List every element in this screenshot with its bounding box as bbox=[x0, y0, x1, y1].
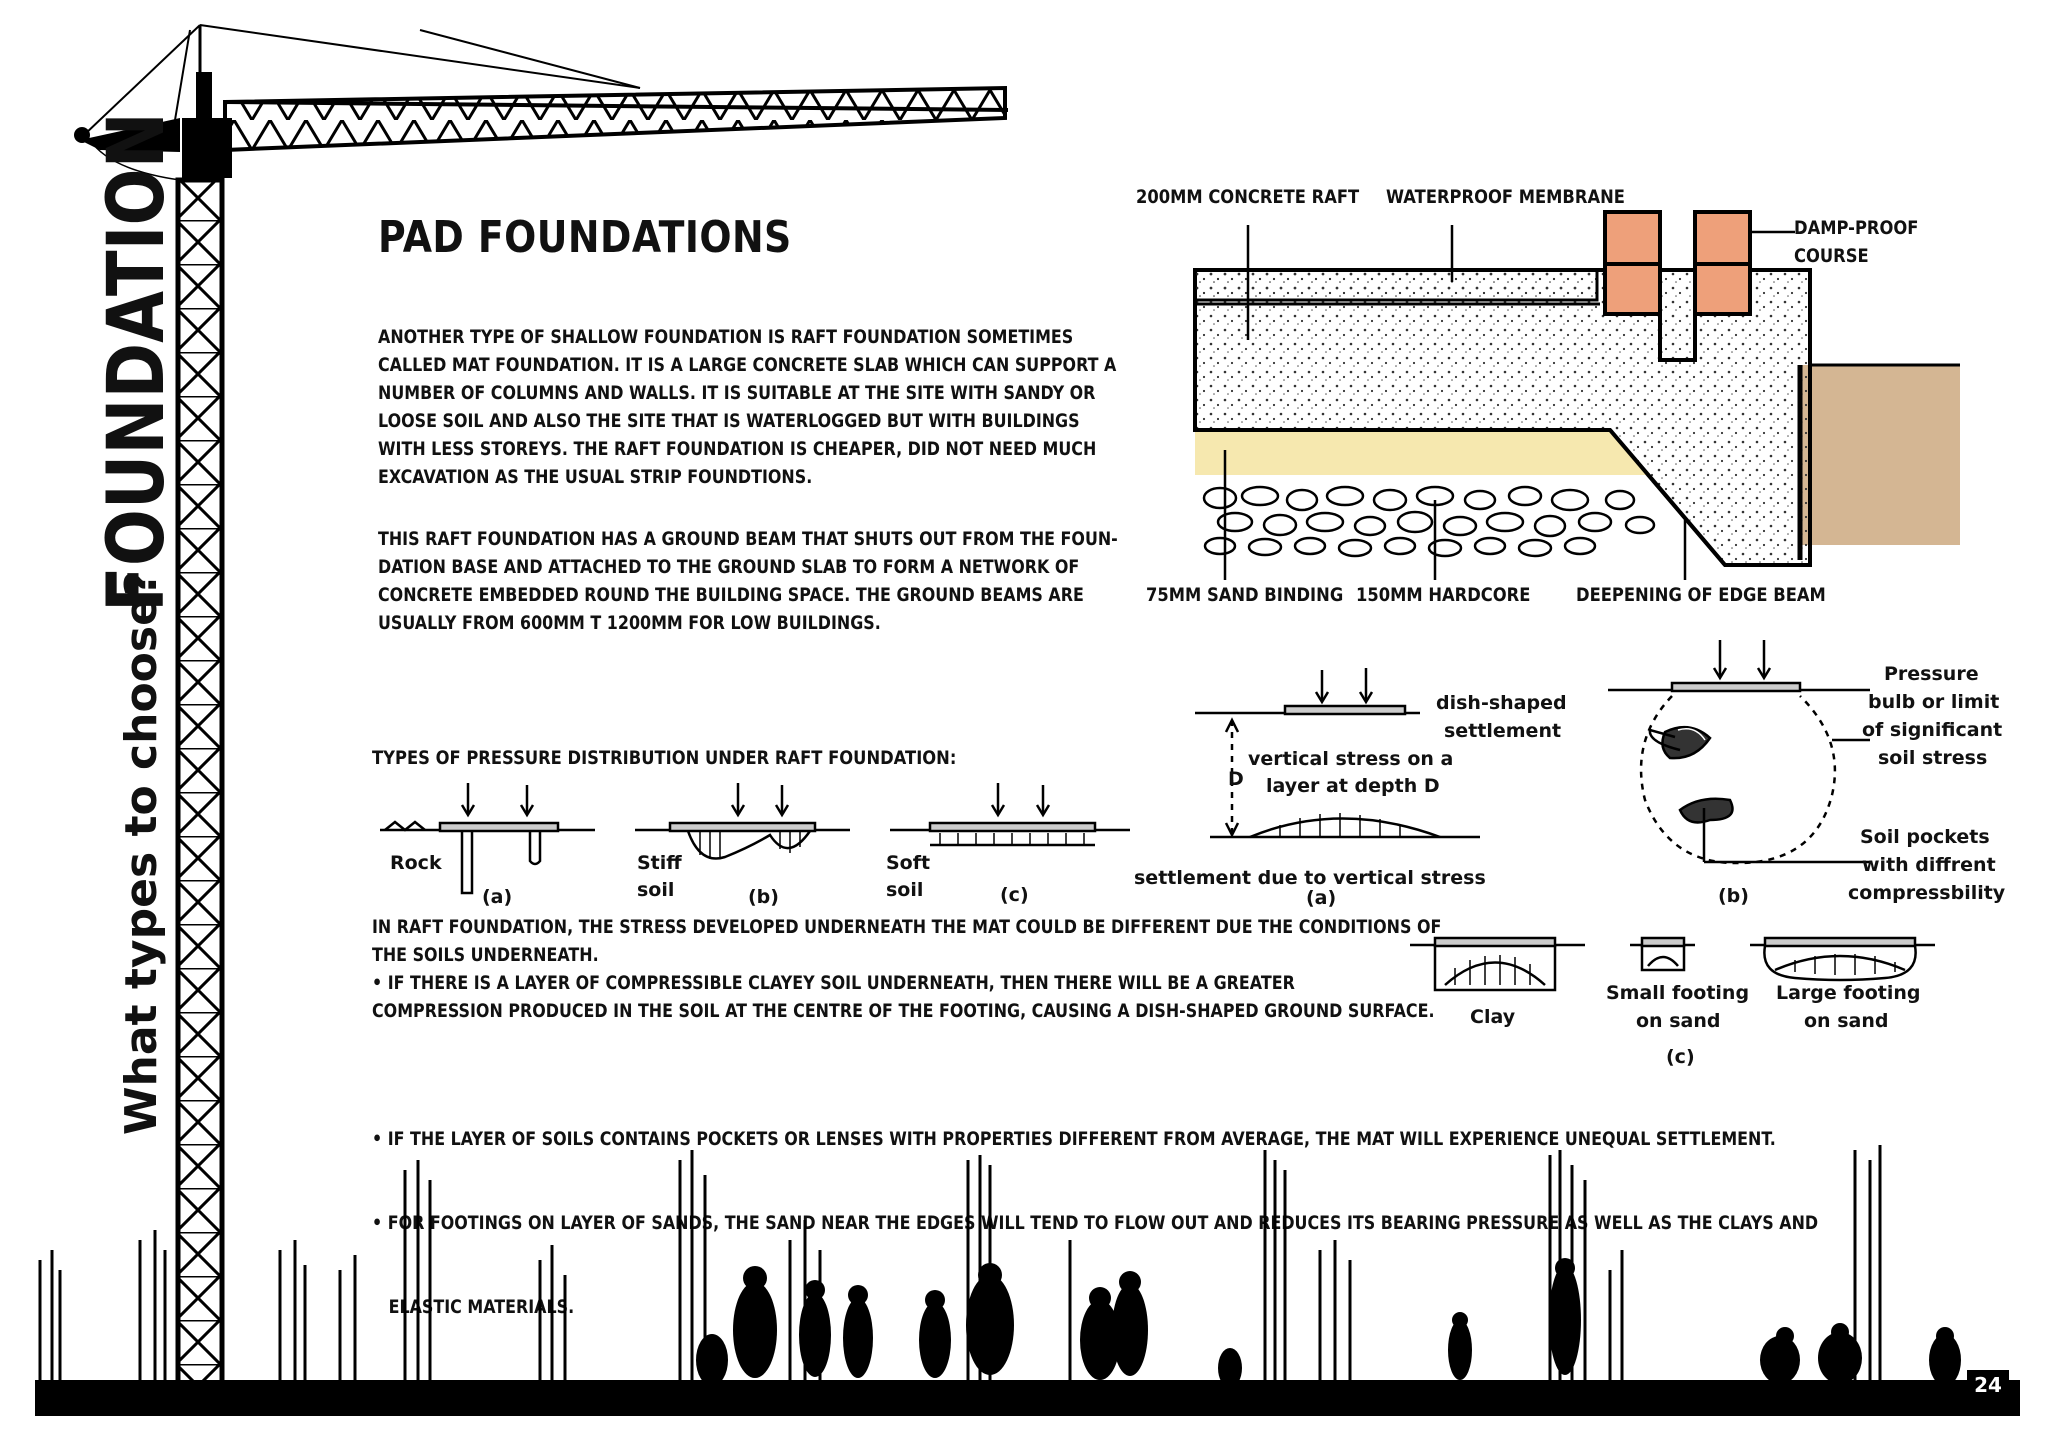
label-bulb-4: soil stress bbox=[1878, 747, 1988, 769]
beam-paragraph bbox=[378, 526, 1118, 638]
label-settlement: settlement due to vertical stress bbox=[1134, 867, 1486, 889]
label-concrete-raft: 200MM CONCRETE RAFT bbox=[1136, 186, 1360, 208]
label-hardcore: 150MM HARDCORE bbox=[1356, 584, 1531, 606]
label-dish-1: dish-shaped bbox=[1436, 692, 1567, 714]
label-bulb-2: bulb or limit bbox=[1868, 691, 2000, 713]
construction-silhouette bbox=[0, 1140, 2048, 1448]
beam-line: CONCRETE EMBEDDED ROUND THE BUILDING SPACE. THE GROUND BEAMS ARE bbox=[378, 585, 1084, 606]
beam-line: THIS RAFT FOUNDATION HAS A GROUND BEAM THAT SHUTS OUT FROM THE FOUN- bbox=[378, 529, 1118, 550]
intro-line: WITH LESS STOREYS. THE RAFT FOUNDATION IS CHEAPER, DID NOT NEED MUCH bbox=[378, 439, 1097, 460]
label-soft-1: Soft bbox=[886, 852, 931, 874]
stress-line: THE SOILS UNDERNEATH. bbox=[372, 945, 599, 966]
intro-line: EXCAVATION AS THE USUAL STRIP FOUNDTIONS. bbox=[378, 467, 813, 488]
label-vstress-1: vertical stress on a bbox=[1248, 748, 1454, 770]
intro-line: ANOTHER TYPE OF SHALLOW FOUNDATION IS RAFT FOUNDATION SOMETIMES bbox=[378, 327, 1074, 348]
label-footing-c: (c) bbox=[1666, 1046, 1695, 1068]
label-small-footing-2: on sand bbox=[1636, 1010, 1721, 1032]
beam-line: USUALLY FROM 600MM T 1200MM FOR LOW BUILDINGS. bbox=[378, 613, 881, 634]
intro-line: NUMBER OF COLUMNS AND WALLS. IT IS SUITABLE AT THE SITE WITH SANDY OR bbox=[378, 383, 1096, 404]
stress-paragraph bbox=[372, 914, 1441, 1026]
side-subtitle: What types to choose? bbox=[116, 570, 167, 1135]
label-large-footing-1: Large footing bbox=[1776, 982, 1921, 1004]
beam-line: DATION BASE AND ATTACHED TO THE GROUND SLAB TO FORM A NETWORK OF bbox=[378, 557, 1080, 578]
pressure-bulb-diagram bbox=[1600, 630, 1870, 890]
label-a: (a) bbox=[482, 886, 513, 908]
intro-line: LOOSE SOIL AND ALSO THE SITE THAT IS WATERLOGGED BUT WITH BUILDINGS bbox=[378, 411, 1080, 432]
label-dish-2: settlement bbox=[1444, 720, 1562, 742]
label-large-footing-2: on sand bbox=[1804, 1010, 1889, 1032]
stress-line: • IF THERE IS A LAYER OF COMPRESSIBLE CLAYEY SOIL UNDERNEATH, THEN THERE WILL BE A GREATER bbox=[372, 973, 1295, 994]
pressure-heading: TYPES OF PRESSURE DISTRIBUTION UNDER RAFT FOUNDATION: bbox=[372, 747, 957, 769]
label-stiff-2: soil bbox=[637, 879, 675, 901]
intro-paragraph bbox=[378, 324, 1116, 492]
label-pockets-2: with diffrent bbox=[1862, 854, 1996, 876]
label-dpc-1: DAMP-PROOF bbox=[1794, 217, 1919, 239]
label-stiff-1: Stiff bbox=[637, 852, 682, 874]
label-c: (c) bbox=[1000, 884, 1029, 906]
label-membrane: WATERPROOF MEMBRANE bbox=[1386, 186, 1625, 208]
label-clay: Clay bbox=[1470, 1006, 1516, 1028]
label-pockets-1: Soil pockets bbox=[1860, 826, 1990, 848]
label-soft-2: soil bbox=[886, 879, 924, 901]
label-small-footing-1: Small footing bbox=[1606, 982, 1750, 1004]
stress-line: IN RAFT FOUNDATION, THE STRESS DEVELOPED UNDERNEATH THE MAT COULD BE DIFFERENT DUE THE CONDITIONS OF bbox=[372, 917, 1442, 938]
label-edge-beam: DEEPENING OF EDGE BEAM bbox=[1576, 584, 1826, 606]
label-settlement-a: (a) bbox=[1306, 887, 1337, 909]
bullet-line: • IF THE LAYER OF SOILS CONTAINS POCKETS OR LENSES WITH PROPERTIES DIFFERENT FROM AVERAGE, THE MAT WILL EXPERIENCE UNEQUAL SETTLEMENT. bbox=[372, 1129, 1776, 1150]
side-title-big bbox=[92, 31, 182, 612]
bullet-line: ELASTIC MATERIALS. bbox=[372, 1297, 575, 1318]
label-bulb-1: Pressure bbox=[1884, 663, 1979, 685]
stress-line: COMPRESSION PRODUCED IN THE SOIL AT THE CENTRE OF THE FOOTING, CAUSING A DISH-SHAPED GROUND SURFACE. bbox=[372, 1001, 1435, 1022]
label-rock: Rock bbox=[390, 852, 442, 874]
label-sand-binding: 75MM SAND BINDING bbox=[1146, 584, 1344, 606]
label-depth-d: D bbox=[1228, 768, 1244, 790]
label-pockets-3: compressbility bbox=[1848, 882, 2006, 904]
side-main-title: FOUNDATION bbox=[92, 112, 182, 612]
page-title: PAD FOUNDATIONS bbox=[378, 212, 792, 263]
label-vstress-2: layer at depth D bbox=[1266, 775, 1440, 797]
label-bulb-b: (b) bbox=[1718, 885, 1749, 907]
side-title bbox=[118, 571, 172, 1135]
intro-line: CALLED MAT FOUNDATION. IT IS A LARGE CONCRETE SLAB WHICH CAN SUPPORT A bbox=[378, 355, 1117, 376]
label-bulb-3: of significant bbox=[1862, 719, 2003, 741]
page-number: 24 bbox=[1967, 1370, 2009, 1400]
label-b: (b) bbox=[748, 886, 779, 908]
bullet-line: • FOR FOOTINGS ON LAYER OF SANDS, THE SAND NEAR THE EDGES WILL TEND TO FLOW OUT AND REDUCES ITS BEARING PRESSURE AS WELL AS THE CLAYS AND bbox=[372, 1213, 1819, 1234]
label-dpc-2: COURSE bbox=[1794, 245, 1869, 267]
